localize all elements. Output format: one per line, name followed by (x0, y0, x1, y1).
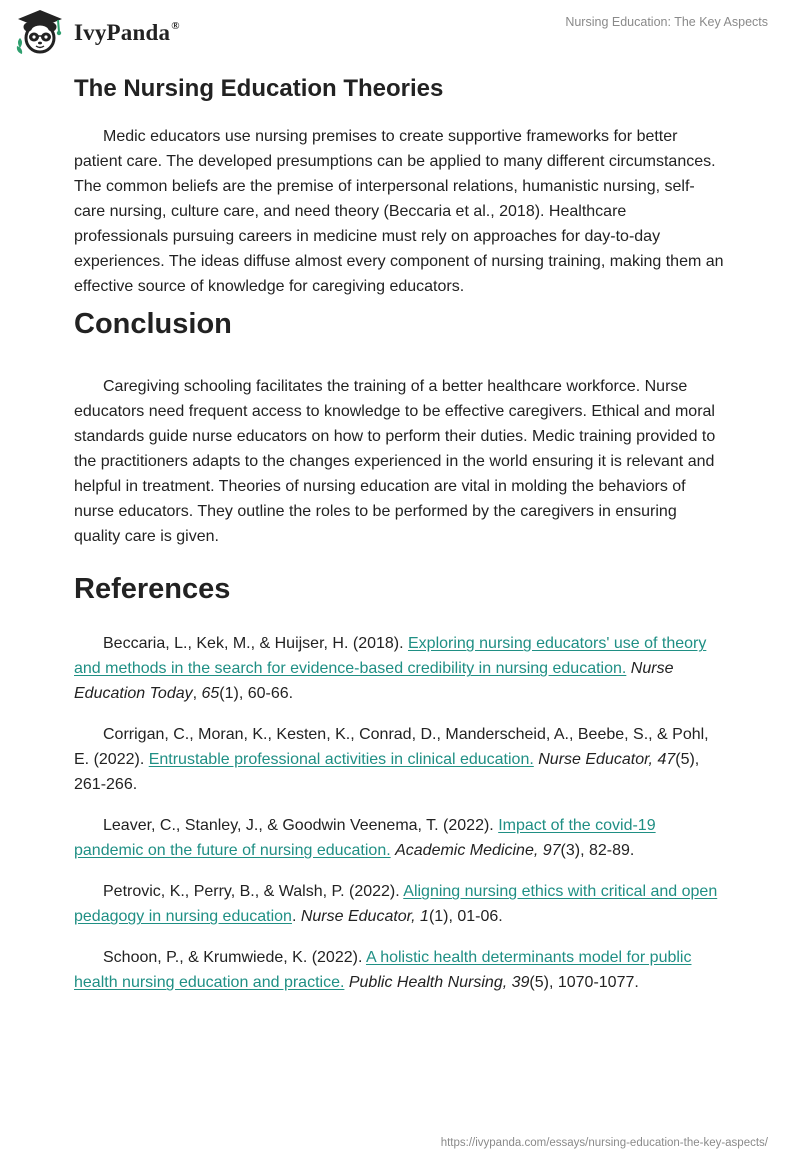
reference-pages: (5), 1070-1077. (529, 974, 639, 992)
reference-item (74, 945, 724, 995)
reference-pages: (5), 261-266. (74, 751, 700, 794)
reference-pages: (1), 60-66. (219, 685, 294, 703)
reference-volume: 1 (420, 908, 429, 926)
theories-section (74, 75, 724, 299)
reference-authors: Schoon, P., & Krumwiede, K. (2022). (103, 949, 366, 967)
page-header (0, 0, 800, 70)
reference-volume: 65 (201, 685, 220, 703)
conclusion-paragraph: Caregiving schooling facilitates the training of a better healthcare workforce. Nurse educators need frequent access to knowledge to be effective caregivers. Ethical and moral standards guide nurse educators on how to perform their duties. Medic training provided to the practitioners adapts to the changes experienced in the world ensuring it is relevant and helpful in treatment. Theories of nursing education are vital in molding the behaviors of nurse educators. They outline the roles to be performed by the caregivers in ensuring quality care is given. (74, 377, 716, 545)
brand-text: IvyPanda (74, 20, 171, 45)
reference-authors: Petrovic, K., Perry, B., & Walsh, P. (2022). (103, 883, 404, 901)
reference-journal: Nurse Educator, (300, 908, 416, 926)
theories-paragraph: Medic educators use nursing premises to create supportive frameworks for better patient care. The developed presumptions can be applied to many different circumstances. The common beliefs are the premise of interpersonal relations, humanistic nursing, self-care nursing, culture care, and need theory (Beccaria et al., 2018). Healthcare professionals pursuing careers in medicine must rely on approaches for day-to-day experiences. The ideas diffuse almost every component of nursing training, making them an effective source of knowledge for caregiving educators. (74, 127, 724, 295)
reference-journal: Academic Medicine, (395, 842, 539, 860)
reference-link[interactable]: Exploring nursing educators' use of theory and methods in the search for evidence-based credibility in nursing education. (74, 635, 707, 678)
trademark-symbol: ® (171, 20, 180, 33)
reference-volume: 97 (542, 842, 561, 860)
reference-item (74, 879, 724, 929)
reference-journal: Nurse Educator, (538, 751, 653, 769)
conclusion-heading: Conclusion (74, 307, 232, 340)
reference-journal: Public Health Nursing, (348, 974, 508, 992)
reference-volume: 47 (657, 751, 676, 769)
essay-content (74, 70, 724, 1011)
reference-link[interactable]: Aligning nursing ethics with critical and open pedagogy in nursing education (74, 883, 718, 926)
panda-graduate-icon (14, 8, 66, 56)
reference-separator: , (192, 685, 202, 703)
reference-volume: 39 (511, 974, 530, 992)
reference-link[interactable]: Entrustable professional activities in clinical education. (148, 751, 534, 769)
reference-item (74, 813, 724, 863)
brand-name (74, 20, 180, 46)
reference-authors: Leaver, C., Stanley, J., & Goodwin Veenema, T. (2022). (103, 817, 499, 835)
reference-link[interactable]: A holistic health determinants model for public health nursing education and practice. (74, 949, 692, 992)
references-section (74, 572, 724, 996)
reference-item (74, 722, 724, 797)
reference-journal: Nurse Education Today (74, 660, 674, 703)
theories-heading: The Nursing Education Theories (74, 75, 444, 102)
document-title: Nursing Education: The Key Aspects (565, 15, 768, 29)
footer-url[interactable]: https://ivypanda.com/essays/nursing-education-the-key-aspects/ (440, 1137, 768, 1149)
reference-pages: (3), 82-89. (560, 842, 635, 860)
references-heading: References (74, 572, 231, 605)
reference-authors: Corrigan, C., Moran, K., Kesten, K., Conrad, D., Manderscheid, A., Beebe, S., & Pohl, E. (2022). (74, 726, 709, 769)
reference-link[interactable]: Impact of the covid-19 pandemic on the future of nursing education. (74, 817, 656, 860)
ivypanda-logo[interactable] (14, 8, 180, 56)
conclusion-section (74, 307, 724, 549)
reference-item (74, 631, 724, 706)
reference-pages: (1), 01-06. (428, 908, 503, 926)
reference-separator: . (291, 908, 301, 926)
reference-authors: Beccaria, L., Kek, M., & Huijser, H. (2018). (103, 635, 408, 653)
